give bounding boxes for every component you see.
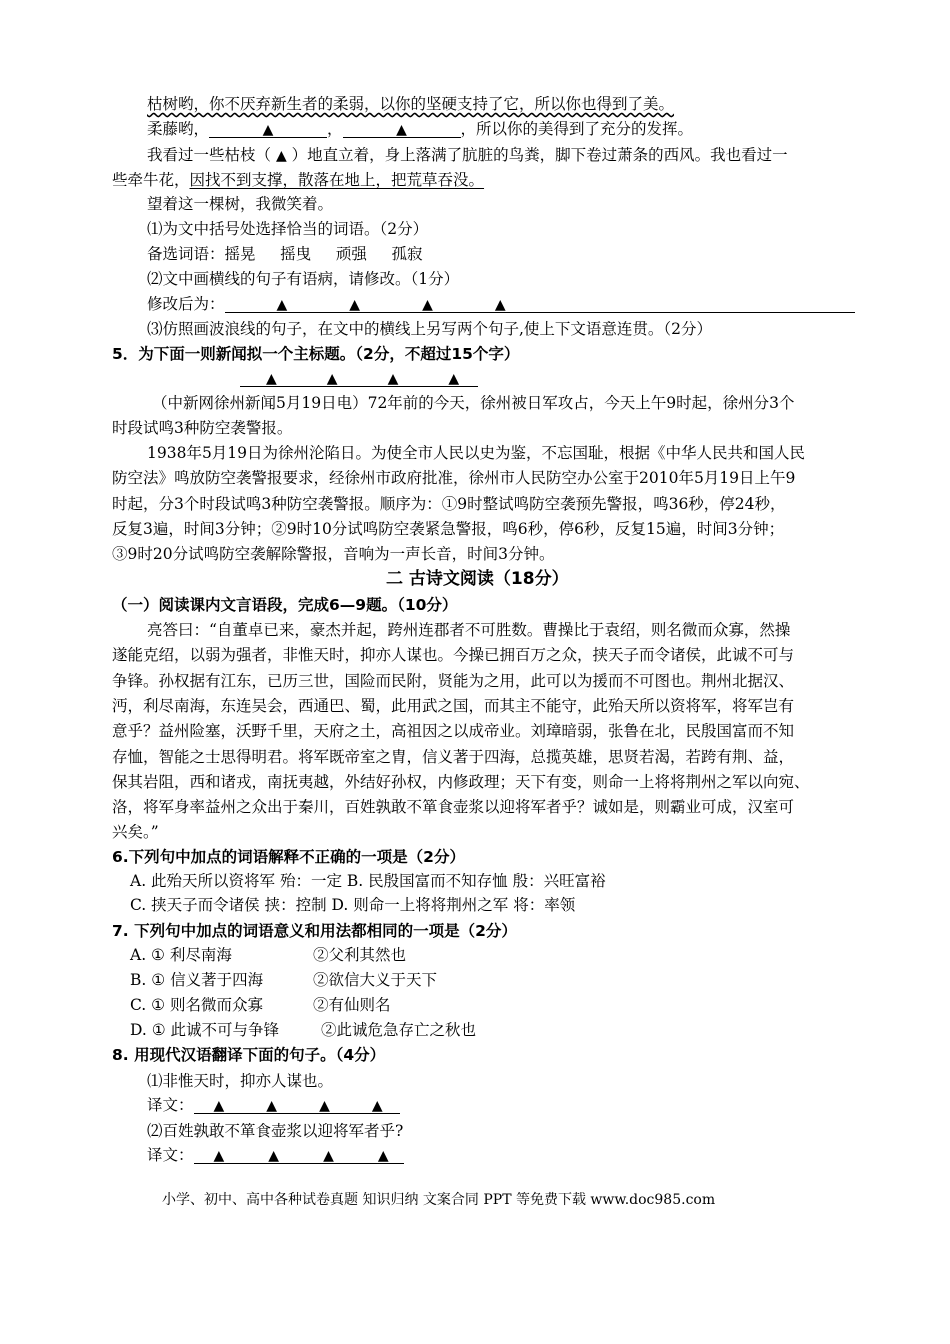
q5-answer-line — [240, 368, 478, 388]
translation-1-blank[interactable]: ▲ ▲ ▲ ▲ — [194, 1095, 400, 1114]
faulty-sentence: 因找不到支撑，散落在地上，把荒草吞没。 — [189, 171, 485, 189]
news-para-1a: （中新网徐州新闻5月19日电）72年前的今天，徐州被日军攻占，今天上午9时起，徐州分3个 — [152, 394, 795, 412]
translation-2-blank[interactable]: ▲ ▲ ▲ ▲ — [194, 1145, 404, 1164]
poem-line-4: 些牵牛花，因找不到支撑，散落在地上，把荒草吞没。 — [112, 171, 485, 189]
page-footer[interactable]: 小学、初中、高中各种试卷真题 知识归纳 文案合同 PPT 等免费下载 www.doc985.com — [162, 1192, 716, 1208]
news-para-2a: 1938年5月19日为徐州沦陷日。为使全市人民以史为鉴，不忘国耻，根据《中华人民共和国人民 — [147, 444, 806, 462]
news-para-2b: 防空法》鸣放防空袭警报要求，经徐州市政府批准，徐州市人民防空办公室于2010年5月19日上午9 — [112, 469, 796, 487]
classical-text-7: 保其岩阻，西和诸戎，南抚夷越，外结好孙权，内修政理；天下有变，则命一上将将荆州之军以向宛、 — [112, 773, 810, 791]
q6-option-c[interactable]: C. 挟天子而令诸侯 挟：控制 — [130, 896, 327, 914]
q7-option-d[interactable]: D. ① 此诚不可与争锋 — [130, 1021, 280, 1039]
classical-text-5: 意乎？益州险塞，沃野千里，天府之土，高祖因之以成帝业。刘璋暗弱，张鲁在北，民殷国富而不知 — [112, 722, 795, 740]
q6-option-a[interactable]: A. 此殆天所以资将军 殆：一定 — [130, 872, 342, 890]
classical-text-1: 亮答曰：“自董卓已来，豪杰并起，跨州连郡者不可胜数。曹操比于袁绍，则名微而众寡，然操 — [147, 621, 791, 639]
headline-answer-blank[interactable]: ▲ ▲ ▲ ▲ — [240, 368, 478, 387]
news-para-2d: 反复3遍，时间3分钟；②9时10分试鸣防空袭紧急警报，鸣6秒，停6秒，反复15遍，时间3分钟； — [112, 520, 785, 538]
q8-sentence-1: ⑴非惟天时，抑亦人谋也。 — [147, 1072, 334, 1090]
q4-subquestion-1: ⑴为文中括号处选择恰当的词语。（2分） — [147, 220, 429, 238]
bracket-marker: ▲ — [275, 148, 287, 164]
section-2-subtitle: （一）阅读课内文言语段，完成6—9题。（10分） — [112, 596, 458, 614]
q8-translation-2: 译文： ▲ ▲ ▲ ▲ — [147, 1145, 404, 1165]
q4-subquestion-2: ⑵文中画横线的句子有语病，请修改。（1分） — [147, 270, 460, 288]
q4-subquestion-3: ⑶仿照画波浪线的句子，在文中的横线上另写两个句子,使上下文语意连贯。（2分） — [147, 320, 713, 338]
q7-option-a-2: ②父利其然也 — [313, 946, 407, 964]
q8-title: 8. 用现代汉语翻译下面的句子。（4分） — [112, 1046, 386, 1064]
q7-option-c-2: ②有仙则名 — [313, 996, 391, 1014]
q6-options-row-1 — [130, 871, 606, 891]
q6-title: 6.下列句中加点的词语解释不正确的一项是（2分） — [112, 848, 465, 866]
q6-option-b[interactable]: B. 民殷国富而不知存恤 殷：兴旺富裕 — [346, 872, 606, 890]
classical-text-4: 沔，利尽南海，东连吴会，西通巴、蜀，此用武之国，而其主不能守，此殆天所以资将军，将军岂有 — [112, 697, 795, 715]
poem-line-5: 望着这一棵树，我微笑着。 — [147, 195, 334, 213]
section-2-title: 二 古诗文阅读（18分） — [386, 569, 569, 589]
q6-options-row-2 — [130, 895, 575, 915]
q7-option-c[interactable]: C. ① 则名微而众寡 — [130, 996, 263, 1014]
poem-line-2: 柔藤哟， ▲ ， ▲ ，所以你的美得到了充分的发挥。 — [147, 120, 694, 138]
news-para-1b: 时段试鸣3种防空袭警报。 — [112, 419, 293, 437]
q4-word-options: 备选词语：摇晃 摇曳 顽强 孤寂 — [147, 245, 423, 263]
q5-title: 5．为下面一则新闻拟一个主标题。（2分，不超过15个字） — [112, 345, 520, 363]
q4-fix-line: 修改后为： ▲ ▲ ▲ ▲ — [147, 294, 855, 314]
classical-text-2: 遂能克绍，以弱为强者，非惟天时，抑亦人谋也。今操已拥百万之众，挟天子而令诸侯，此诚不可与 — [112, 646, 795, 664]
classical-text-6: 存恤，智能之士思得明君。将军既帝室之胄，信义著于四海，总揽英雄，思贤若渴，若跨有荆、益， — [112, 748, 795, 766]
q8-translation-1: 译文： ▲ ▲ ▲ ▲ — [147, 1095, 400, 1115]
classical-text-3: 争锋。孙权据有江东，已历三世，国险而民附，贤能为之用，此可以为援而不可图也。荆州北据汉、 — [112, 672, 795, 690]
classical-text-9: 兴矣。” — [112, 823, 159, 841]
poem-line-3: 我看过一些枯枝（ ▲ ）地直立着，身上落满了肮脏的鸟粪，脚下卷过萧条的西风。我也看过一 — [147, 146, 788, 164]
q7-option-b[interactable]: B. ① 信义著于四海 — [130, 971, 264, 989]
poem-line-1: 枯树哟，你不厌弃新生者的柔弱，以你的坚硬支持了它，所以你也得到了美。 — [147, 95, 675, 113]
news-para-2e: ③9时20分试鸣防空袭解除警报，音响为一声长音，时间3分钟。 — [112, 545, 555, 563]
answer-blank-1[interactable]: ▲ — [209, 119, 327, 138]
q7-option-d-2: ②此诚危急存亡之秋也 — [321, 1021, 477, 1039]
q7-option-b-2: ②欲信大义于天下 — [313, 971, 438, 989]
fix-answer-blank[interactable]: ▲ ▲ ▲ ▲ — [225, 294, 855, 313]
q7-option-a[interactable]: A. ① 利尽南海 — [130, 946, 232, 964]
news-para-2c: 时起，分3个时段试鸣3种防空袭警报。顺序为：①9时整试鸣防空袭预先警报，鸣36秒，停24秒， — [112, 495, 786, 513]
q8-sentence-2: ⑵百姓孰敢不箪食壶浆以迎将军者乎? — [147, 1122, 404, 1140]
q6-option-d[interactable]: D. 则命一上将将荆州之军 将：率领 — [331, 896, 576, 914]
answer-blank-2[interactable]: ▲ — [343, 119, 461, 138]
classical-text-8: 洛，将军身率益州之众出于秦川，百姓孰敢不箪食壶浆以迎将军者乎？诚如是，则霸业可成，汉室可 — [112, 798, 795, 816]
q7-title: 7. 下列句中加点的词语意义和用法都相同的一项是（2分） — [112, 922, 517, 940]
